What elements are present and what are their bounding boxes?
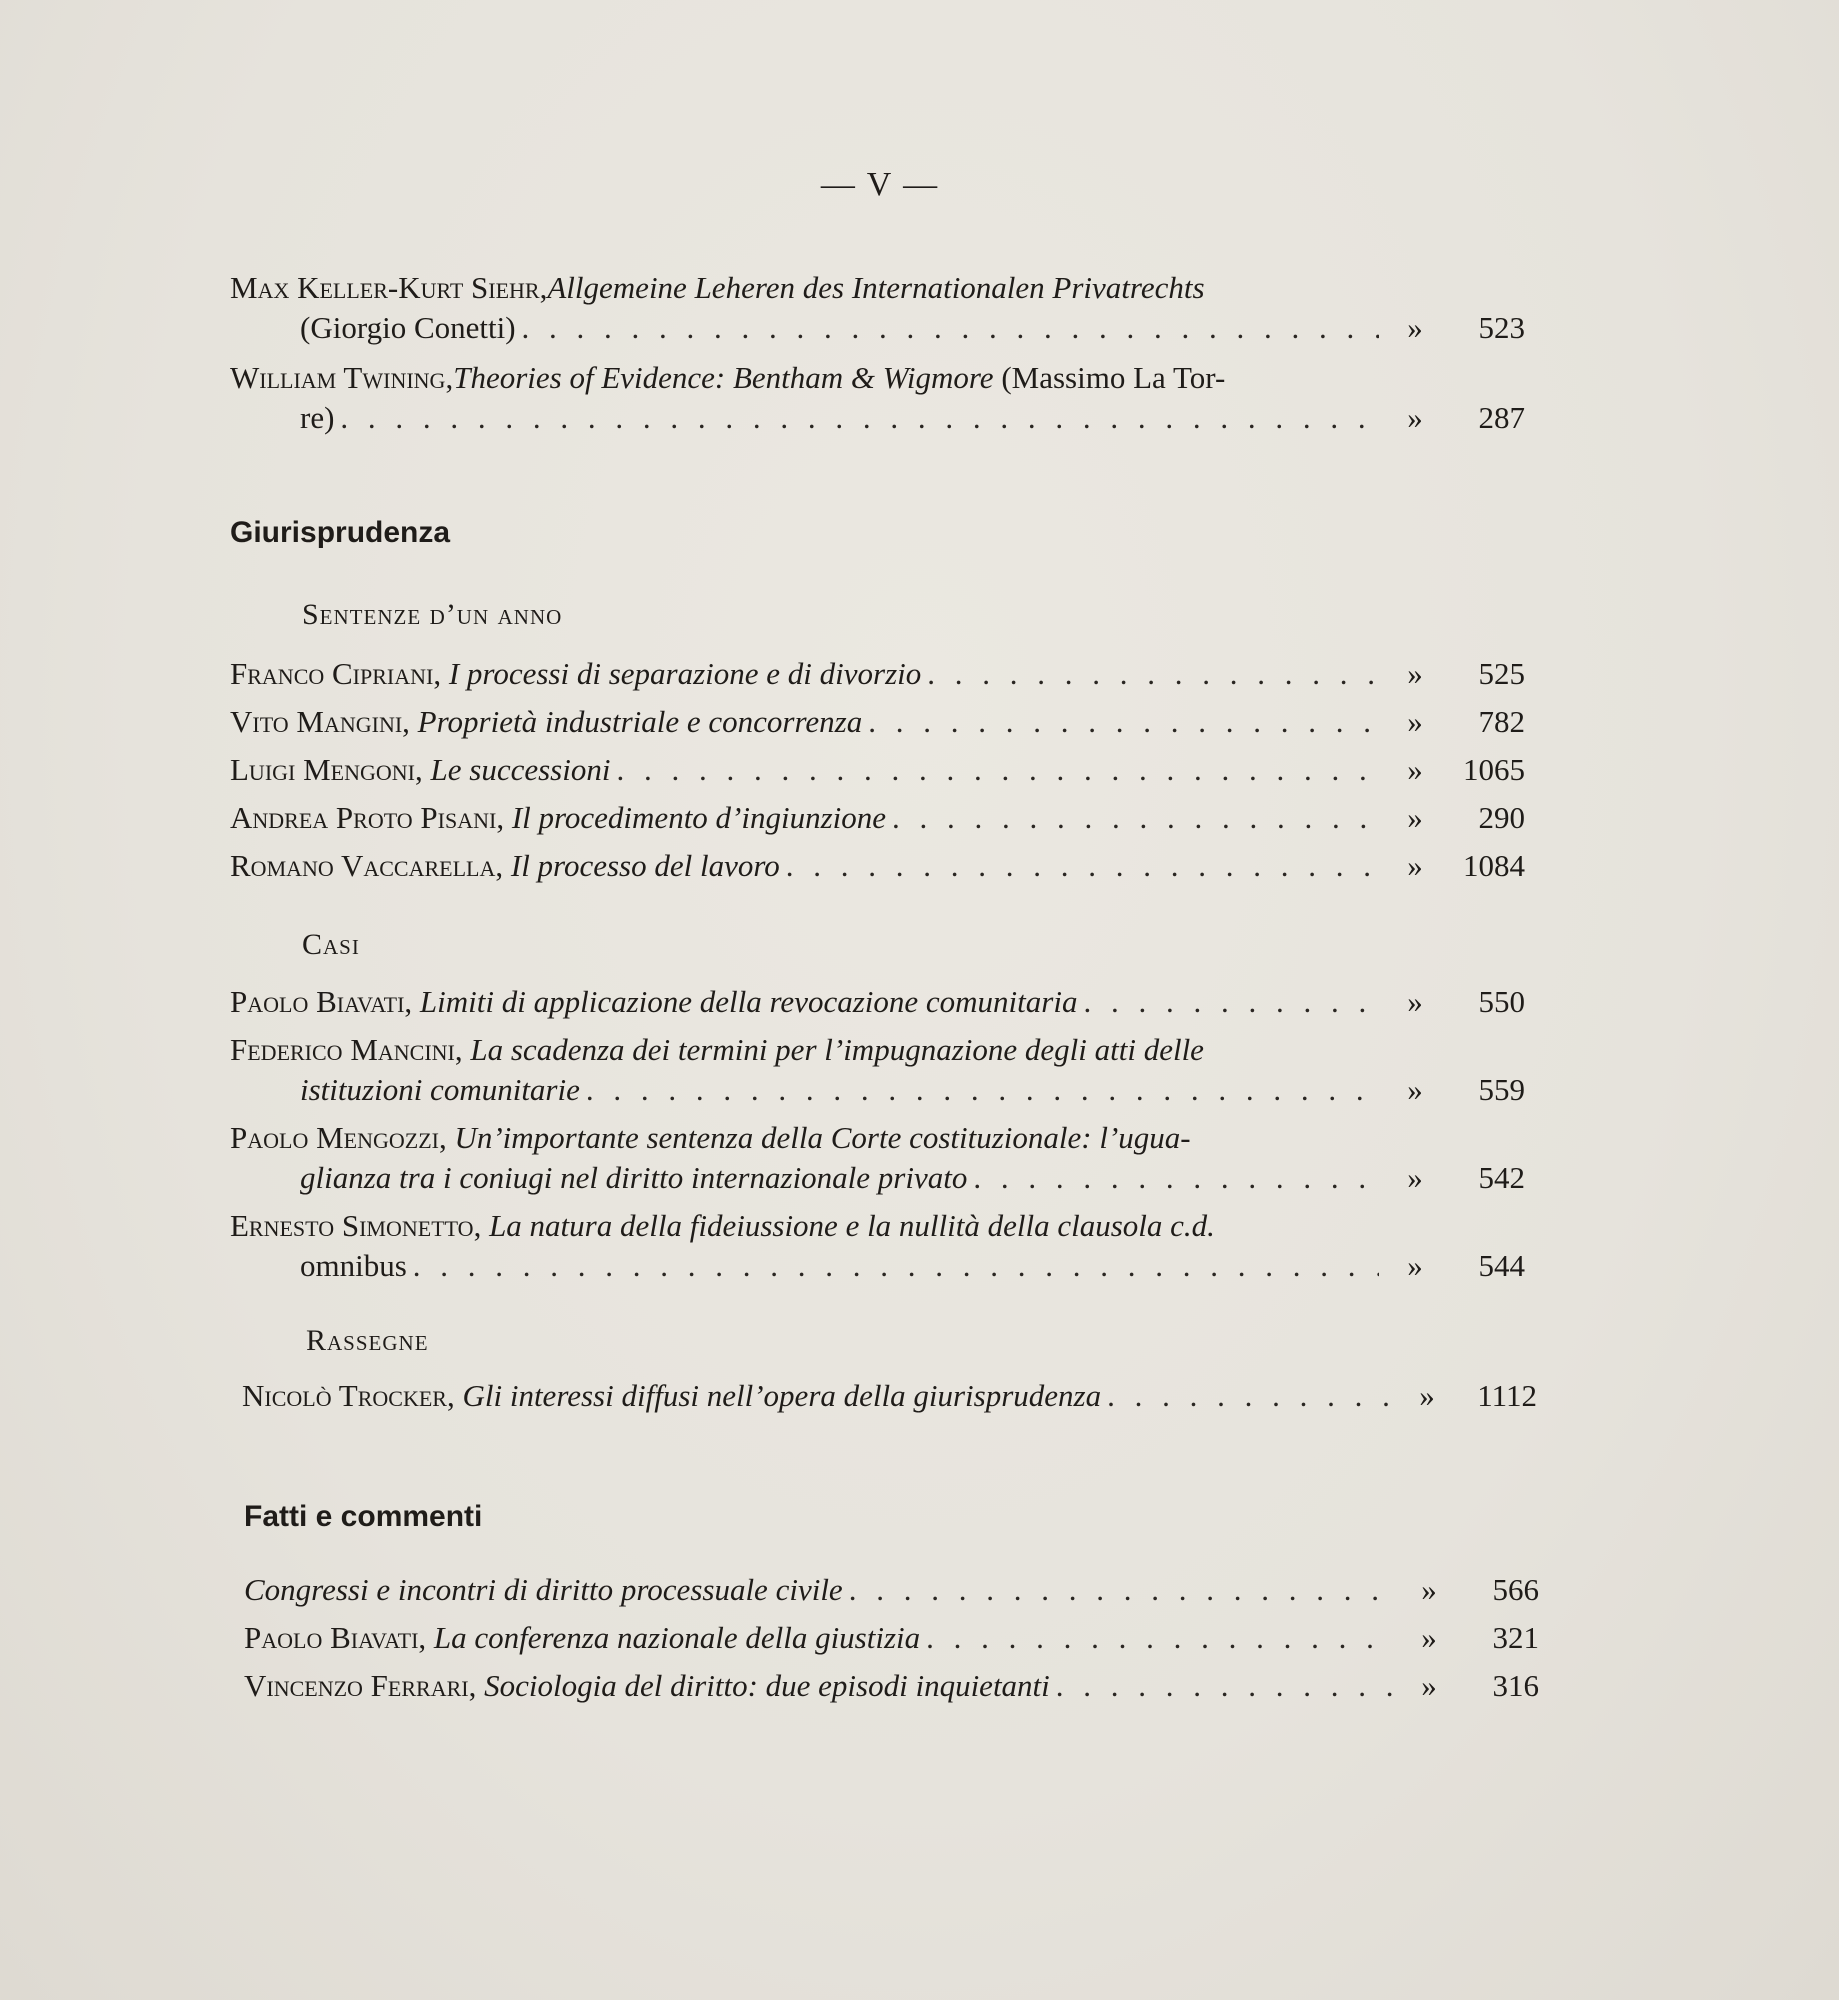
page-number: — V — [820, 166, 940, 203]
entry-title: Il processo del lavoro [510, 848, 780, 883]
toc-entry-simonetto: Ernesto Simonetto , La natura della fideiussione e la nullità della clausola c.d. omnibus . . . » 544 [230, 1206, 1525, 1286]
entry-title-cont: re) [300, 400, 335, 435]
entry-page: 290 [1478, 800, 1525, 835]
entry-page: 782 [1478, 704, 1525, 739]
dot-leader [586, 1070, 1379, 1110]
entry-author: Paolo Biavati [244, 1620, 419, 1655]
entry-page: 1084 [1463, 848, 1525, 883]
entry-title: La natura della fideiussione e la nullità della clausola c.d. [489, 1208, 1215, 1243]
guillemet-marker: » [1407, 704, 1423, 739]
section-title-giurisprudenza: Giurisprudenza [230, 516, 451, 549]
entry-author: Vincenzo Ferrari [244, 1668, 469, 1703]
entry-title: Un’importante sentenza della Corte costituzionale: l’ugua- [454, 1120, 1191, 1155]
entry-page: 316 [1492, 1668, 1539, 1703]
dot-leader [1083, 982, 1379, 1022]
guillemet-marker: » [1407, 800, 1423, 835]
entry-page: 566 [1492, 1572, 1539, 1607]
guillemet-marker: » [1407, 1160, 1423, 1195]
toc-entry-mancini: Federico Mancini , La scadenza dei termini per l’impugnazione degli atti delle istituzioni comunitarie . . . » 559 [230, 1030, 1525, 1110]
toc-entry-keller-siehr [230, 268, 1525, 348]
entry-title-cont: (Giorgio Conetti) [300, 310, 516, 345]
entry-author: Andrea Proto Pisani [230, 800, 497, 835]
guillemet-marker: » [1421, 1668, 1437, 1703]
entry-title: Limiti di applicazione della revocazione comunitaria [419, 984, 1078, 1019]
entry-title: Allgemeine Leheren des Internationalen Privatrechts [547, 270, 1205, 305]
entry-title: Theories of Evidence: Bentham & Wigmore [453, 360, 994, 395]
guillemet-marker: » [1407, 310, 1423, 345]
entry-title: Gli interessi diffusi nell’opera della giurisprudenza [462, 1378, 1102, 1413]
subsection-sentenze: Sentenze d’un anno [302, 598, 563, 631]
entry-title: La scadenza dei termini per l’impugnazione degli atti delle [470, 1032, 1204, 1067]
guillemet-marker: » [1407, 752, 1423, 787]
toc-entry-twining [230, 358, 1525, 438]
toc-entry-vaccarella: Romano Vaccarella , Il processo del lavoro . . . » 1084 [230, 846, 1525, 886]
dot-leader [892, 798, 1379, 838]
subsection-casi: Casi [302, 928, 360, 961]
dot-leader [868, 702, 1379, 742]
entry-separator: , [539, 270, 548, 305]
entry-separator: , [445, 360, 454, 395]
entry-title: Sociologia del diritto: due episodi inquietanti [484, 1668, 1050, 1703]
entry-author: Max Keller-Kurt Siehr [230, 270, 540, 305]
guillemet-marker: » [1407, 984, 1423, 1019]
entry-title: I processi di separazione e di divorzio [448, 656, 922, 691]
dot-leader [340, 398, 1379, 438]
dot-leader [927, 654, 1379, 694]
dot-leader [522, 308, 1379, 348]
toc-entry-cipriani: Franco Cipriani , I processi di separazione e di divorzio . . . » 525 [230, 654, 1525, 694]
entry-author: Nicolò Trocker [242, 1378, 447, 1413]
toc-entry-trocker: Nicolò Trocker , Gli interessi diffusi nell’opera della giurisprudenza . . . » 1112 [242, 1376, 1537, 1416]
entry-author: Ernesto Simonetto [230, 1208, 474, 1243]
entry-page: 321 [1492, 1620, 1539, 1655]
toc-entry-ferrari: Vincenzo Ferrari , Sociologia del diritto: due episodi inquietanti . . . » 316 [244, 1666, 1539, 1706]
entry-title-cont: glianza tra i coniugi nel diritto internazionale privato [300, 1160, 968, 1195]
dot-leader [973, 1158, 1379, 1198]
subsection-rassegne: Rassegne [306, 1324, 429, 1357]
entry-page: 523 [1478, 310, 1525, 345]
guillemet-marker: » [1421, 1572, 1437, 1607]
entry-title: Congressi e incontri di diritto processuale civile [244, 1572, 843, 1607]
entry-author: Franco Cipriani [230, 656, 434, 691]
guillemet-marker: » [1407, 1248, 1423, 1283]
dot-leader [1107, 1376, 1391, 1416]
entry-page: 550 [1478, 984, 1525, 1019]
entry-author: Luigi Mengoni [230, 752, 415, 787]
dot-leader [1056, 1666, 1393, 1706]
entry-page: 559 [1478, 1072, 1525, 1107]
dot-leader [849, 1570, 1393, 1610]
entry-page: 1065 [1463, 752, 1525, 787]
entry-title: Le successioni [430, 752, 611, 787]
entry-page: 1112 [1477, 1378, 1537, 1413]
entry-title: Il procedimento d’ingiunzione [511, 800, 887, 835]
dot-leader [926, 1618, 1393, 1658]
entry-title-cont: istituzioni comunitarie [300, 1072, 580, 1107]
guillemet-marker: » [1407, 656, 1423, 691]
toc-entry-biavati-revocazione: Paolo Biavati , Limiti di applicazione della revocazione comunitaria . . . » 550 [230, 982, 1525, 1022]
entry-reviewer: (Massimo La Tor- [993, 360, 1226, 395]
entry-author: Paolo Mengozzi [230, 1120, 439, 1155]
entry-author: Vito Mangini [230, 704, 403, 739]
guillemet-marker: » [1407, 1072, 1423, 1107]
entry-page: 525 [1478, 656, 1525, 691]
entry-author: Paolo Biavati [230, 984, 405, 1019]
guillemet-marker: » [1419, 1378, 1435, 1413]
entry-author: Romano Vaccarella [230, 848, 496, 883]
entry-title-cont: omnibus [300, 1248, 407, 1283]
guillemet-marker: » [1407, 848, 1423, 883]
toc-entry-mangini: Vito Mangini , Proprietà industriale e concorrenza . . . » 782 [230, 702, 1525, 742]
toc-entry-proto-pisani: Andrea Proto Pisani , Il procedimento d’ingiunzione . . . » 290 [230, 798, 1525, 838]
entry-page: 542 [1478, 1160, 1525, 1195]
guillemet-marker: » [1421, 1620, 1437, 1655]
toc-entry-mengozzi: Paolo Mengozzi , Un’importante sentenza della Corte costituzionale: l’ugua- glianza tra i coniugi nel diritto internazionale privato . . . » 542 [230, 1118, 1525, 1198]
entry-title: La conferenza nazionale della giustizia [433, 1620, 921, 1655]
toc-entry-congressi [244, 1570, 1539, 1610]
toc-entry-biavati-conferenza: Paolo Biavati , La conferenza nazionale della giustizia . . . » 321 [244, 1618, 1539, 1658]
entry-author: William Twining [230, 360, 446, 395]
section-title-fatti-commenti: Fatti e commenti [244, 1500, 483, 1533]
dot-leader [413, 1246, 1379, 1286]
entry-page: 287 [1478, 400, 1525, 435]
entry-title: Proprietà industriale e concorrenza [417, 704, 863, 739]
toc-entry-mengoni: Luigi Mengoni , Le successioni . . . » 1065 [230, 750, 1525, 790]
dot-leader [786, 846, 1379, 886]
entry-author: Federico Mancini [230, 1032, 455, 1067]
guillemet-marker: » [1407, 400, 1423, 435]
entry-page: 544 [1478, 1248, 1525, 1283]
dot-leader [616, 750, 1379, 790]
